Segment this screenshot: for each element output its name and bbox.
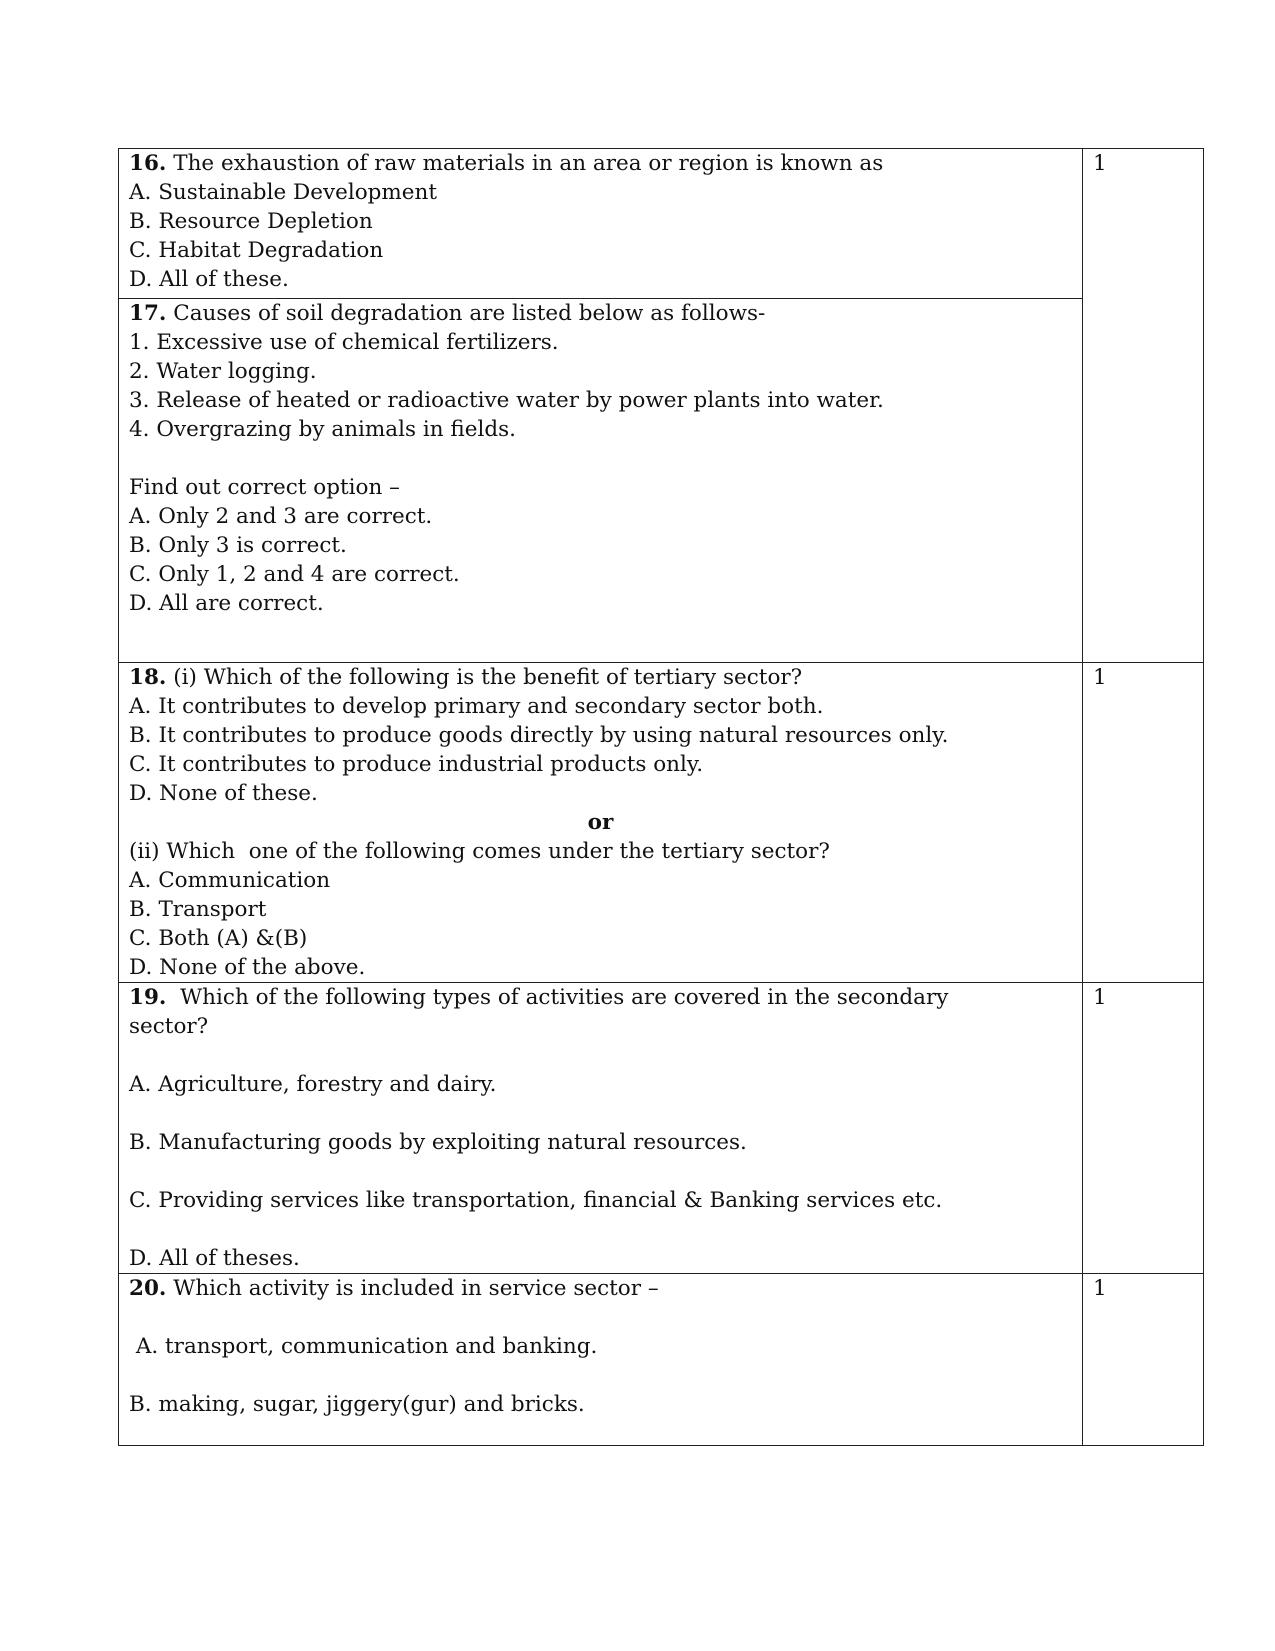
question-stem xyxy=(129,1274,1072,1303)
marks-value: 1 xyxy=(1093,1276,1107,1301)
question-number: 16. xyxy=(129,151,167,176)
option-b: B. making, sugar, jiggery(gur) and bricks. xyxy=(129,1392,585,1417)
option-b: B. Manufacturing goods by exploiting natural resources. xyxy=(129,1130,747,1155)
option-d: D. None of these. xyxy=(129,781,318,806)
question-stem xyxy=(129,983,1072,1012)
marks-cell xyxy=(1083,149,1204,663)
alt-option-a: A. Communication xyxy=(129,868,331,893)
marks-value: 1 xyxy=(1093,985,1107,1010)
or-separator: or xyxy=(587,810,614,835)
question-text: The exhaustion of raw materials in an area or region is known as xyxy=(166,151,884,176)
option-d: D. All of theses. xyxy=(129,1246,300,1271)
option-c: C. Providing services like transportation, financial & Banking services etc. xyxy=(129,1188,943,1213)
option-d: D. All are correct. xyxy=(129,591,324,616)
option-b: B. It contributes to produce goods directly by using natural resources only. xyxy=(129,723,949,748)
option-b: B. Resource Depletion xyxy=(129,209,373,234)
question-16 xyxy=(119,149,1083,299)
option-a: A. Only 2 and 3 are correct. xyxy=(129,504,433,529)
question-text: (i) Which of the following is the benefit of tertiary sector? xyxy=(166,665,803,690)
option-d: D. All of these. xyxy=(129,267,289,292)
option-a: A. Sustainable Development xyxy=(129,180,438,205)
marks-cell xyxy=(1083,663,1204,983)
option-c: C. Only 1, 2 and 4 are correct. xyxy=(129,562,460,587)
statement-4: 4. Overgrazing by animals in fields. xyxy=(129,417,516,442)
question-prompt: Find out correct option – xyxy=(129,475,400,500)
table-row-q20 xyxy=(119,1274,1204,1446)
question-text: Causes of soil degradation are listed below as follows- xyxy=(166,301,766,326)
question-number: 20. xyxy=(129,1276,167,1301)
option-a: A. transport, communication and banking. xyxy=(129,1334,598,1359)
alt-option-c: C. Both (A) &(B) xyxy=(129,926,308,951)
question-text: Which activity is included in service sector – xyxy=(166,1276,659,1301)
statement-1: 1. Excessive use of chemical fertilizers. xyxy=(129,330,559,355)
marks-value: 1 xyxy=(1093,151,1107,176)
question-17 xyxy=(119,299,1083,663)
question-table xyxy=(118,148,1204,1446)
alt-option-d: D. None of the above. xyxy=(129,955,366,980)
table-row-q16 xyxy=(119,149,1204,299)
question-sheet xyxy=(118,148,1181,1446)
question-text: Which of the following types of activities are covered in the secondary xyxy=(166,985,949,1010)
question-number: 17. xyxy=(129,301,167,326)
question-stem xyxy=(129,663,1072,692)
option-a: A. It contributes to develop primary and secondary sector both. xyxy=(129,694,824,719)
question-stem xyxy=(129,149,1072,178)
question-stem-continued: sector? xyxy=(129,1014,209,1039)
marks-value: 1 xyxy=(1093,665,1107,690)
option-c: C. Habitat Degradation xyxy=(129,238,384,263)
question-18 xyxy=(119,663,1083,983)
marks-cell xyxy=(1083,983,1204,1274)
statement-3: 3. Release of heated or radioactive water by power plants into water. xyxy=(129,388,884,413)
question-19 xyxy=(119,983,1083,1274)
marks-cell xyxy=(1083,1274,1204,1446)
question-20 xyxy=(119,1274,1083,1446)
option-c: C. It contributes to produce industrial products only. xyxy=(129,752,704,777)
table-row-q18 xyxy=(119,663,1204,983)
question-number: 19. xyxy=(129,985,167,1010)
option-b: B. Only 3 is correct. xyxy=(129,533,347,558)
option-a: A. Agriculture, forestry and dairy. xyxy=(129,1072,497,1097)
alt-option-b: B. Transport xyxy=(129,897,267,922)
alternate-question-stem: (ii) Which one of the following comes under the tertiary sector? xyxy=(129,839,830,864)
table-row-q17 xyxy=(119,299,1204,663)
question-number: 18. xyxy=(129,665,167,690)
table-row-q19 xyxy=(119,983,1204,1274)
statement-2: 2. Water logging. xyxy=(129,359,317,384)
question-stem xyxy=(129,299,1072,328)
